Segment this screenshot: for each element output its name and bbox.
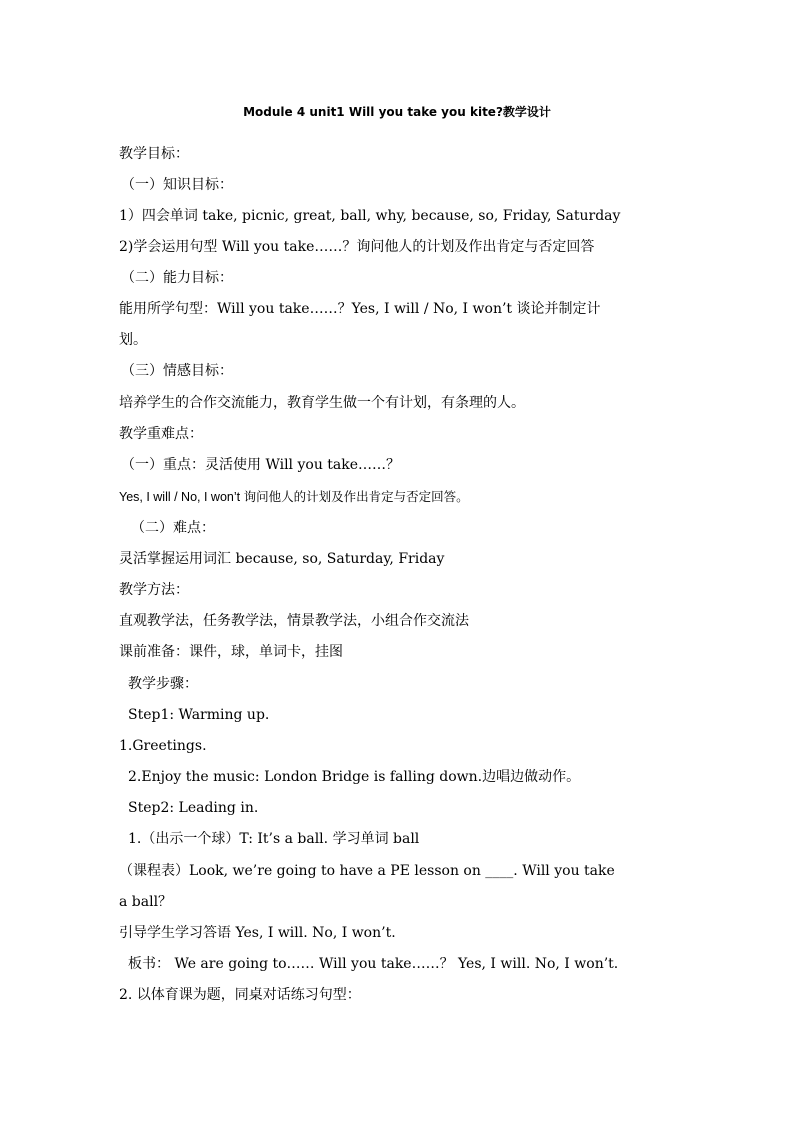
text-line: Yes, I will / No, I won’t 询问他人的计划及作出肯定与否定回答。 <box>119 490 469 504</box>
text-line: 引导学生学习答语 Yes, I will. No, I won’t. <box>119 925 396 941</box>
text-line: （课程表）Look, we’re going to have a PE lesson on ____. Will you take <box>119 863 615 879</box>
text-line: 1.Greetings. <box>119 738 207 754</box>
text-line: Step2: Leading in. <box>128 800 259 816</box>
text-line: a ball？ <box>119 894 173 910</box>
heading-teaching-methods: 教学方法： <box>119 582 189 598</box>
text-line: 划。 <box>119 332 147 348</box>
text-line: 2. 以体育课为题，同桌对话练习句型： <box>119 987 361 1003</box>
text-line: 培养学生的合作交流能力，教育学生做一个有计划，有条理的人。 <box>119 395 525 411</box>
subheading-ability-goals: （二）能力目标： <box>121 270 233 286</box>
heading-teaching-steps: 教学步骤： <box>128 676 198 692</box>
subheading-emotional-goals: （三）情感目标： <box>121 363 233 379</box>
text-line: 1.（出示一个球）T: It’s a ball. 学习单词 ball <box>128 831 420 847</box>
subheading-difficulties: （二）难点： <box>131 520 215 536</box>
text-line: 2.Enjoy the music: London Bridge is falling down.边唱边做动作。 <box>128 769 581 785</box>
text-line: 1）四会单词 take, picnic, great, ball, why, because, so, Friday, Saturday <box>119 208 621 224</box>
text-line: 板书： We are going to…… Will you take……？ Yes, I will. No, I won’t. <box>128 956 619 972</box>
heading-key-points: 教学重难点： <box>119 426 203 442</box>
text-line: （一）重点：灵活使用 Will you take……？ <box>121 457 401 473</box>
text-line: 2)学会运用句型 Will you take……？询问他人的计划及作出肯定与否定回答 <box>119 239 595 255</box>
document-title: Module 4 unit1 Will you take you kite?教学设计 <box>243 105 551 119</box>
text-line: 灵活掌握运用词汇 because, so, Saturday, Friday <box>119 551 445 567</box>
text-line: 直观教学法，任务教学法，情景教学法，小组合作交流法 <box>119 613 469 629</box>
text-line: 课前准备：课件，球，单词卡，挂图 <box>119 644 343 660</box>
heading-teaching-goals: 教学目标： <box>119 146 189 162</box>
subheading-knowledge-goals: （一）知识目标： <box>121 177 233 193</box>
text-line: 能用所学句型：Will you take……？Yes, I will / No, I won’t 谈论并制定计 <box>119 301 601 317</box>
text-line: Step1: Warming up. <box>128 707 270 723</box>
